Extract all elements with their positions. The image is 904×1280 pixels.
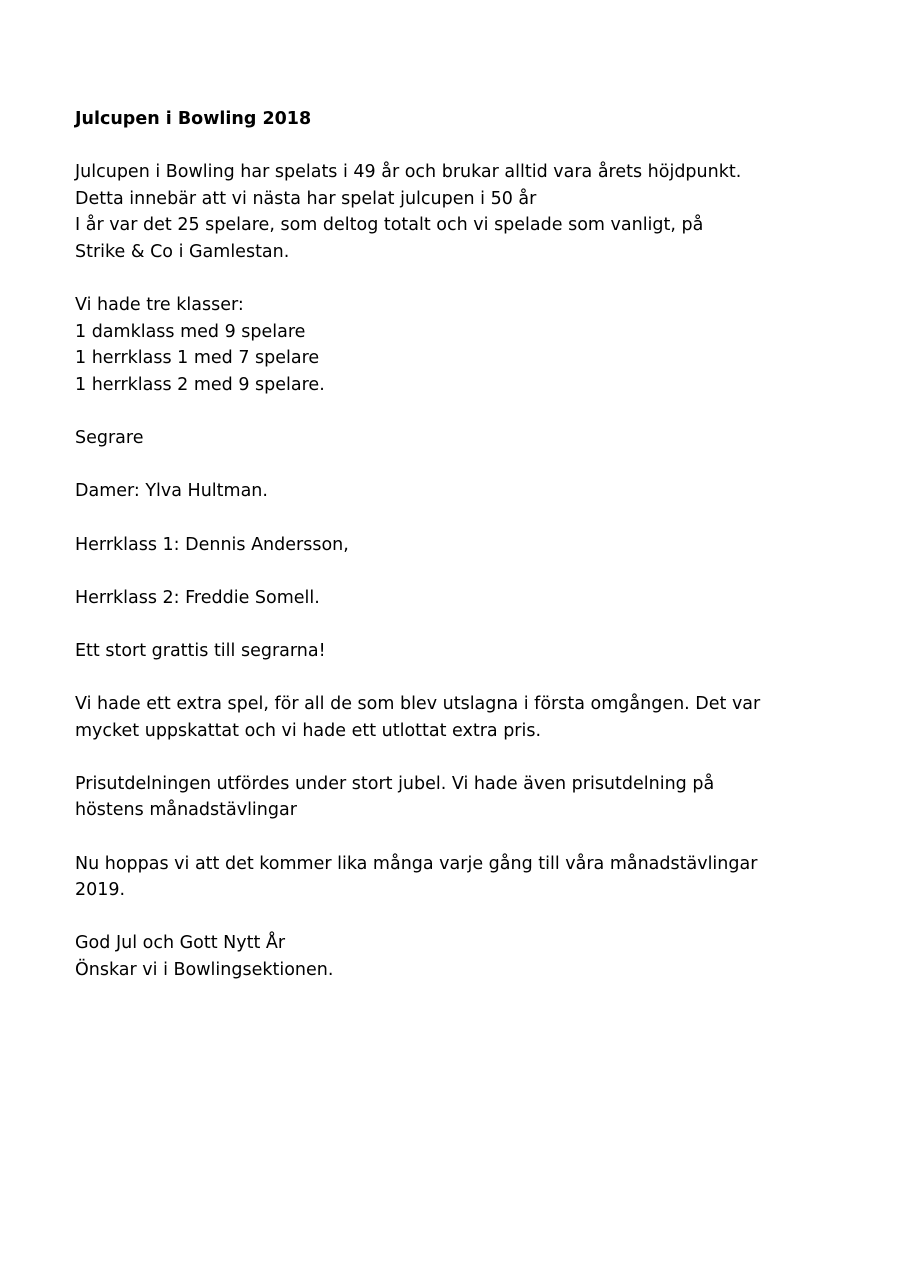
- text-line: Önskar vi i Bowlingsektionen.: [75, 960, 334, 980]
- text-line: God Jul och Gott Nytt År: [75, 933, 286, 954]
- hope-paragraph: [75, 851, 835, 904]
- text-line: Vi hade tre klasser:: [75, 295, 244, 316]
- text-line: mycket uppskattat och vi hade ett utlottat extra pris.: [75, 720, 542, 741]
- extra-game-paragraph: [75, 691, 835, 744]
- congrats-line: Ett stort grattis till segrarna!: [75, 640, 326, 661]
- text-line: Julcupen i Bowling har spelats i 49 år och brukar alltid vara årets höjdpunkt.: [75, 162, 742, 183]
- text-line: Vi hade ett extra spel, för all de som blev utslagna i första omgången. Det var: [75, 694, 761, 715]
- classes-paragraph: [75, 292, 835, 398]
- winner-herrklass-2: Herrklass 2: Freddie Somell.: [75, 587, 320, 608]
- prize-paragraph: [75, 771, 835, 824]
- text-line: Strike & Co i Gamlestan.: [75, 241, 290, 262]
- text-line: höstens månadstävlingar: [75, 800, 297, 821]
- text-line: 2019.: [75, 880, 126, 901]
- closing-paragraph: [75, 930, 835, 983]
- text-line: 1 damklass med 9 spelare: [75, 321, 306, 342]
- text-line: I år var det 25 spelare, som deltog totalt och vi spelade som vanligt, på: [75, 215, 704, 236]
- text-line: 1 herrklass 2 med 9 spelare.: [75, 374, 325, 395]
- document-title: Julcupen i Bowling 2018: [75, 109, 312, 129]
- winners-heading: Segrare: [75, 428, 144, 449]
- winner-damer: Damer: Ylva Hultman.: [75, 481, 268, 502]
- text-line: 1 herrklass 1 med 7 spelare: [75, 348, 320, 369]
- winner-herrklass-1: Herrklass 1: Dennis Andersson,: [75, 534, 349, 555]
- text-line: Prisutdelningen utfördes under stort jubel. Vi hade även prisutdelning på: [75, 773, 715, 794]
- text-line: Nu hoppas vi att det kommer lika många varje gång till våra månadstävlingar: [75, 853, 758, 874]
- text-line: Detta innebär att vi nästa har spelat julcupen i 50 år: [75, 188, 537, 209]
- intro-paragraph: [75, 159, 835, 265]
- document-body: [75, 106, 835, 1010]
